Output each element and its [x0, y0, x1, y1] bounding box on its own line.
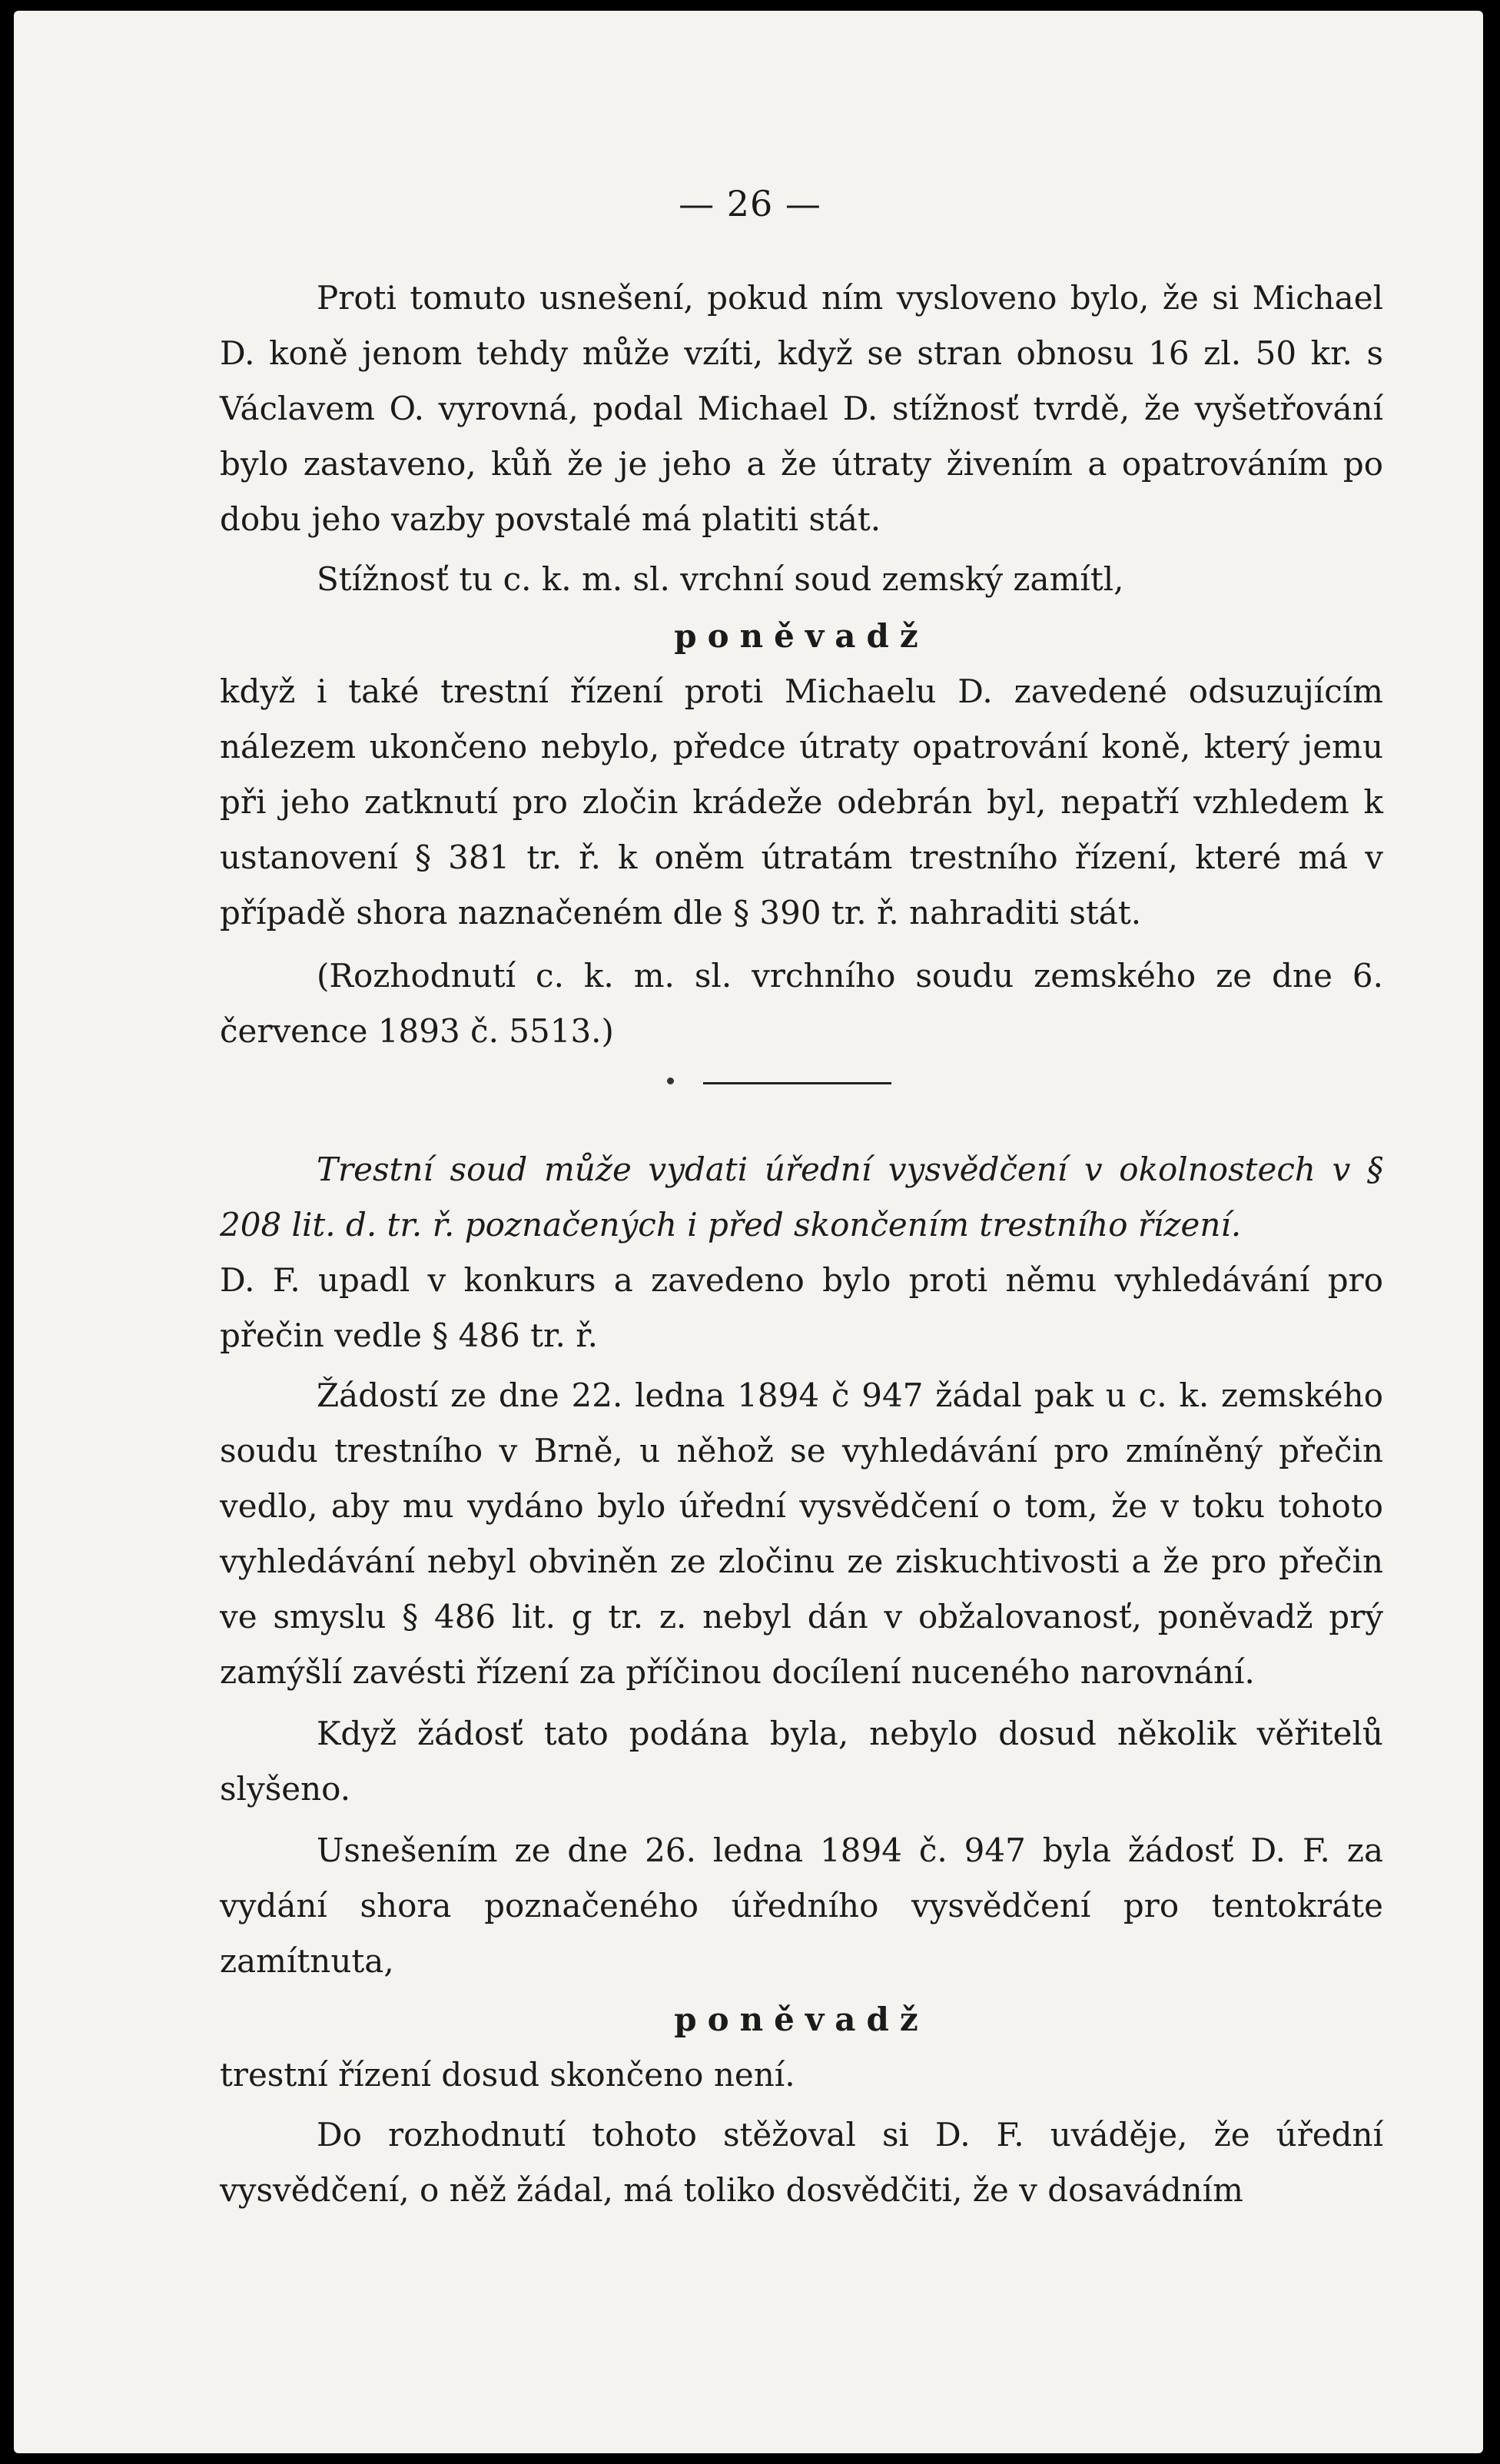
paragraph-appeal: Do rozhodnutí tohoto stěžoval si D. F. uváděje, že úřední vysvědčení, o něž žádal, má toliko dosvědčiti, že v dosavádním	[220, 2116, 1383, 2209]
paragraph-objection: Proti tomuto usnešení, pokud ním vysloveno bylo, že si Michael D. koně jenom tehdy může vzíti, když se stran obnosu 16 zl. 50 kr. s Václavem O. vyrovná, podal Michael D. stížnosť tvrdě, že vyšetřování bylo zastaveno, kůň že je jeho a že útraty živením a opatrováním po dobu jeho vazby povstalé má platiti stát.	[220, 279, 1383, 538]
section-2	[220, 1142, 1383, 2218]
headnote: Trestní soud může vydati úřední vysvědčení v okolnostech v § 208 lit. d. tr. ř. poznačených i před skončením trestního řízení.	[220, 1151, 1383, 1244]
paragraph-reasoning: když i také trestní řízení proti Michaelu D. zavedené odsuzujícím nálezem ukončeno nebylo, předce útraty opatrování koně, který jemu při jeho zatknutí pro zločin krádeže odebrán byl, nepatří vzhledem k ustanovení § 381 tr. ř. k oněm útratám trestního řízení, které má v případě shora naznačeném dle § 390 tr. ř. nahraditi stát.	[220, 672, 1383, 931]
page-number: — 26 —	[679, 183, 821, 224]
paragraph-rejection: Usnešením ze dne 26. ledna 1894 č. 947 byla žádosť D. F. za vydání shora poznačeného úředního vysvědčení pro tentokráte zamítnuta,	[220, 1831, 1383, 1980]
paragraph-dismissal: Stížnosť tu c. k. m. sl. vrchní soud zemský zamítl,	[317, 560, 1124, 598]
paragraph-bankruptcy: D. F. upadl v konkurs a zavedeno bylo proti němu vyhledávání pro přečin vedle § 486 tr. ř.	[220, 1261, 1383, 1354]
section-divider	[0, 1074, 1500, 1090]
heading-ponevadz-2: poněvadž	[674, 2001, 929, 2038]
section-1	[220, 271, 1383, 1059]
paragraph-request: Žádostí ze dne 22. ledna 1894 č 947 žádal pak u c. k. zemského soudu trestního v Brně, u něhož se vyhledávání pro zmíněný přečin vedlo, aby mu vydáno bylo úřední vysvědčení o tom, že v toku tohoto vyhledávání nebyl obviněn ze zločinu ze ziskuchtivosti a že pro přečin ve smyslu § 486 lit. g tr. z. nebyl dán v obžalovanosť, poněvadž prý zamýšlí zavésti řízení za příčinou docílení nuceného narovnání.	[220, 1376, 1383, 1691]
paragraph-citation: (Rozhodnutí c. k. m. sl. vrchního soudu zemského ze dne 6. července 1893 č. 5513.)	[220, 957, 1383, 1050]
paragraph-creditors: Když žádosť tato podána byla, nebylo dosud několik věřitelů slyšeno.	[220, 1715, 1383, 1808]
heading-ponevadz: poněvadž	[674, 617, 929, 655]
divider-dot	[667, 1078, 674, 1084]
paragraph-proceedings: trestní řízení dosud skončeno není.	[220, 2056, 795, 2094]
divider-rule	[703, 1082, 891, 1084]
